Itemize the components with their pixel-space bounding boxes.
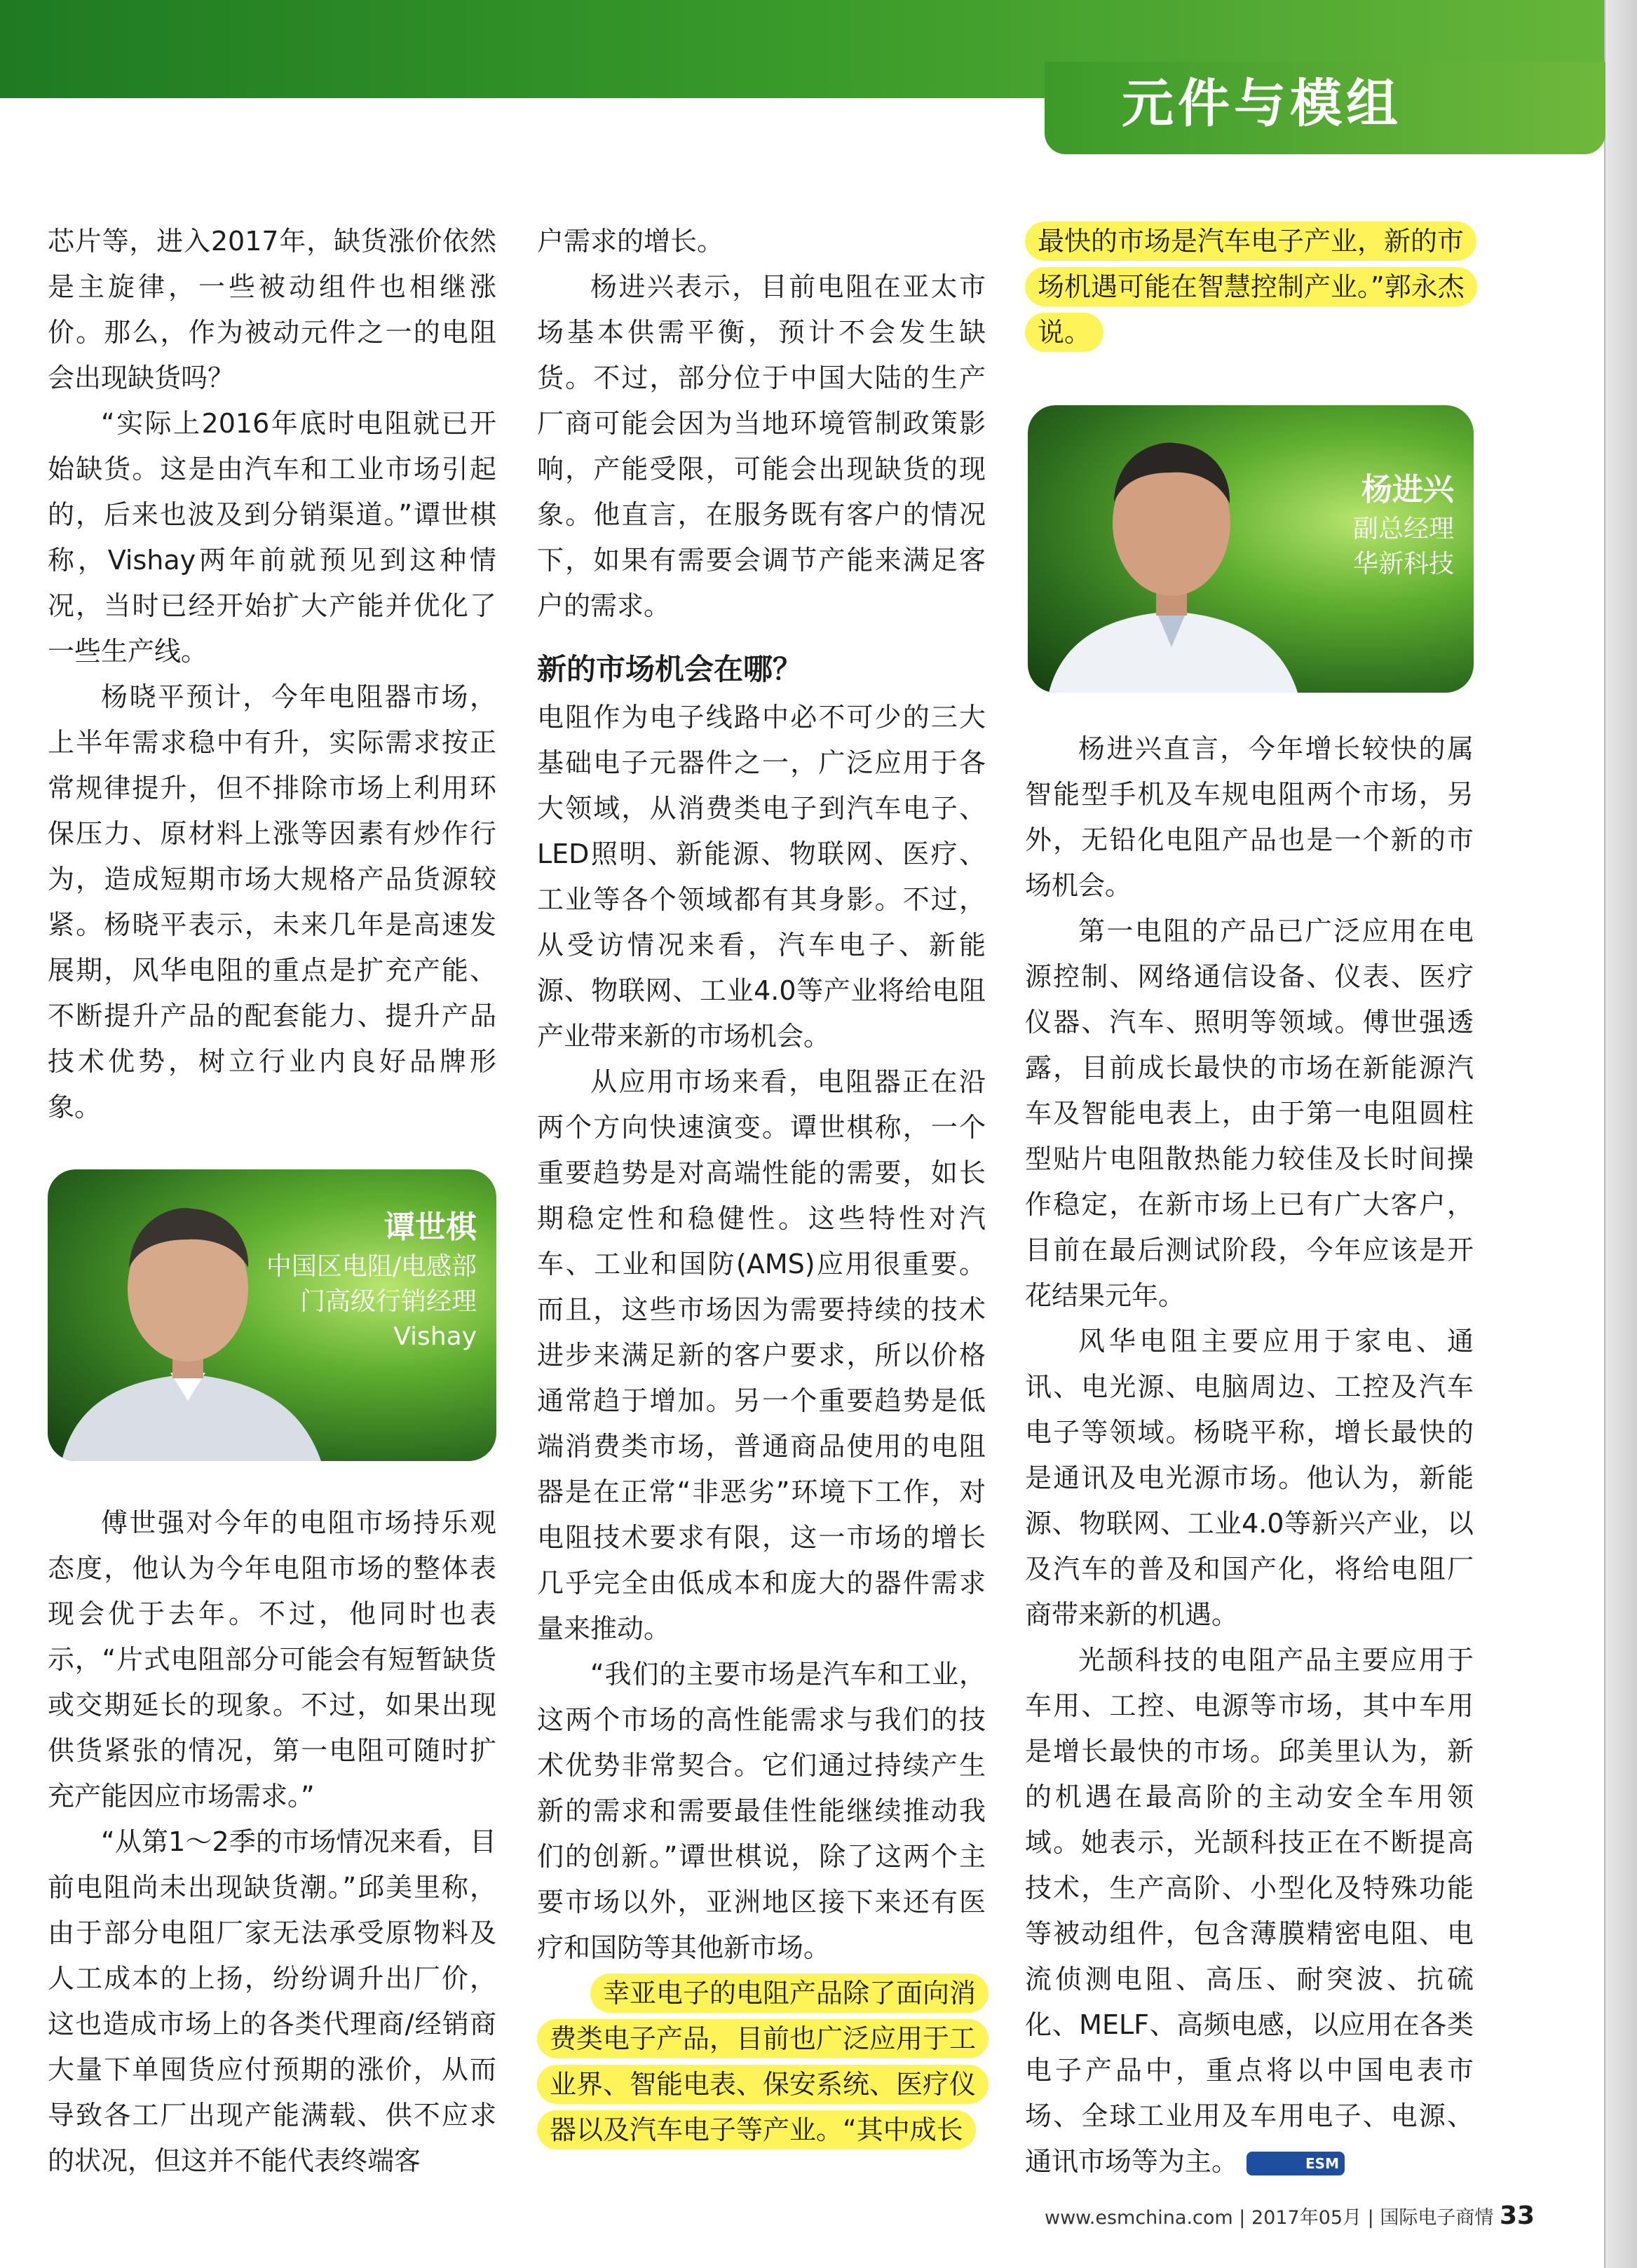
- paragraph: 芯片等，进入2017年，缺货涨价依然是主旋律，一些被动组件也相继涨价。那么，作为被动元件之一的电阻会出现缺货吗？: [48, 226, 496, 393]
- page-number: 33: [1499, 2201, 1535, 2230]
- person-company: 华新科技: [1352, 550, 1454, 578]
- column-3-lower: [1025, 726, 1474, 2185]
- caption-yang: [1353, 468, 1454, 582]
- column-3-top: [1025, 219, 1474, 355]
- paragraph: 从应用市场来看，电阻器正在沿两个方向快速演变。谭世棋称，一个重要趋势是对高端性能的需要，如长期稳定性和稳健性。这些特性对汽车、工业和国防(AMS)应用很重要。而且，这些市场因为需要持续的技术进步来满足新的客户要求，所以价格通常趋于增加。另一个重要趋势是低端消费类市场，普通商品使用的电阻器是在正常“非恶劣”环境下工作，对电阻技术要求有限，这一市场的增长几乎完全由低成本和庞大的器件需求量来推动。: [537, 1066, 986, 1644]
- column-2: [537, 219, 986, 2153]
- paragraph: 杨晓平预计，今年电阻器市场，上半年需求稳中有升，实际需求按正常规律提升，但不排除市场上利用环保压力、原材料上涨等因素有炒作行为，造成短期市场大规格产品货源较紧。杨晓平表示，未来几年是高速发展期，风华电阻的重点是扩充产能、不断提升产品的配套能力、提升产品技术优势，树立行业内良好品牌形象。: [48, 681, 496, 1122]
- caption-tan: [266, 1206, 477, 1354]
- footer-url: www.esmchina.com: [1045, 2207, 1233, 2229]
- page-footer: [1045, 2201, 1535, 2230]
- page-edge: [1604, 0, 1637, 2268]
- column-1-lower: [48, 1500, 496, 2184]
- paragraph: 杨进兴表示，目前电阻在亚太市场基本供需平衡，预计不会发生缺货。不过，部分位于中国大陆的生产厂商可能会因为当地环境管制政策影响，产能受限，可能会出现缺货的现象。他直言，在服务既有客户的情况下，如果有需要会调节产能来满足客户的需求。: [537, 271, 986, 621]
- person-name: 谭世棋: [384, 1209, 477, 1245]
- section-heading: 新的市场机会在哪？: [537, 652, 803, 686]
- paragraph: “从第1～2季的市场情况来看，目前电阻尚未出现缺货潮。”邱美里称，由于部分电阻厂家无法承受原物料及人工成本的上扬，纷纷调升出厂价，这也造成市场上的各类代理商/经销商大量下单囤货应付预期的涨价，从而导致各工厂出现产能满载、供不应求的状况，但这并不能代表终端客: [48, 1826, 496, 2176]
- section-tab: [1045, 62, 1605, 154]
- person-company: Vishay: [393, 1322, 477, 1351]
- highlighted-paragraph: [1025, 219, 1474, 355]
- footer-magazine: 国际电子商情: [1380, 2207, 1494, 2229]
- person-title: 副总经理: [1352, 515, 1454, 543]
- portrait-photo-yang: [1028, 405, 1474, 693]
- portrait-photo-tan: [48, 1169, 496, 1461]
- paragraph: 户需求的增长。: [537, 226, 724, 257]
- paragraph: 杨进兴直言，今年增长较快的属智能型手机及车规电阻两个市场，另外，无铅化电阻产品也是一个新的市场机会。: [1025, 733, 1474, 901]
- paragraph: 风华电阻主要应用于家电、通讯、电光源、电脑周边、工控及汽车电子等领域。杨晓平称，增长最快的是通讯及电光源市场。他认为，新能源、物联网、工业4.0等新兴产业，以及汽车的普及和国产化，将给电阻厂商带来新的机遇。: [1025, 1326, 1474, 1630]
- paragraph: 傅世强对今年的电阻市场持乐观态度，他认为今年电阻市场的整体表现会优于去年。不过，他同时也表示，“片式电阻部分可能会有短暂缺货或交期延长的现象。不过，如果出现供货紧张的情况，第一电阻可随时扩充产能因应市场需求。”: [48, 1507, 496, 1812]
- highlight: 幸亚电子的电阻产品除了面向消费类电子产品，目前也广泛应用于工业界、智能电表、保安系统、医疗仪器以及汽车电子等产业。“其中成长: [537, 1974, 989, 2150]
- paragraph: “实际上2016年底时电阻就已开始缺货。这是由汽车和工业市场引起的，后来也波及到分销渠道。”谭世棋称，Vishay两年前就预见到这种情况，当时已经开始扩大产能并优化了一些生产线。: [48, 408, 496, 667]
- person-title: 中国区电阻/电感部: [266, 1252, 477, 1281]
- footer-separator: |: [1239, 2207, 1246, 2229]
- paragraph: [1025, 1638, 1474, 2185]
- section-title: 元件与模组: [1122, 74, 1402, 134]
- paragraph: “我们的主要市场是汽车和工业，这两个市场的高性能需求与我们的技术优势非常契合。它们通过持续产生新的需求和需要最佳性能继续推动我们的创新。”谭世棋说，除了这两个主要市场以外，亚洲地区接下来还有医疗和国防等其他新市场。: [537, 1659, 986, 1963]
- portrait-figure: [1028, 405, 1322, 693]
- esm-end-mark: ESM: [1247, 2152, 1345, 2175]
- highlight: 最快的市场是汽车电子产业，新的市场机遇可能在智慧控制产业。”郭永杰说。: [1025, 222, 1477, 352]
- paragraph-text: 光颉科技的电阻产品主要应用于车用、工控、电源等市场，其中车用是增长最快的市场。邱美里认为，新的机遇在最高阶的主动安全车用领域。她表示，光颉科技正在不断提高技术，生产高阶、小型化及特殊功能等被动组件，包含薄膜精密电阻、电流侦测电阻、高压、耐突波、抗硫化、MELF、高频电感，以应用在各类电子产品中，重点将以中国电表市场、全球工业用及车用电子、电源、通讯市场等为主。: [1025, 1645, 1474, 2177]
- paragraph: 第一电阻的产品已广泛应用在电源控制、网络通信设备、仪表、医疗仪器、汽车、照明等领域。傅世强透露，目前成长最快的市场在新能源汽车及智能电表上，由于第一电阻圆柱型贴片电阻散热能力较佳及长时间操作稳定，在新市场上已有广大客户，目前在最后测试阶段，今年应该是开花结果元年。: [1025, 916, 1474, 1311]
- paragraph: 电阻作为电子线路中必不可少的三大基础电子元器件之一，广泛应用于各大领域，从消费类电子到汽车电子、LED照明、新能源、物联网、医疗、工业等各个领域都有其身影。不过，从受访情况来看，汽车电子、新能源、物联网、工业4.0等产业将给电阻产业带来新的市场机会。: [537, 702, 986, 1052]
- person-name: 杨进兴: [1361, 472, 1454, 508]
- footer-date: 2017年05月: [1251, 2207, 1362, 2229]
- column-1: [48, 219, 496, 1130]
- person-title: 门高级行销经理: [299, 1287, 477, 1316]
- footer-separator: |: [1367, 2207, 1374, 2229]
- highlighted-paragraph: [537, 1971, 986, 2153]
